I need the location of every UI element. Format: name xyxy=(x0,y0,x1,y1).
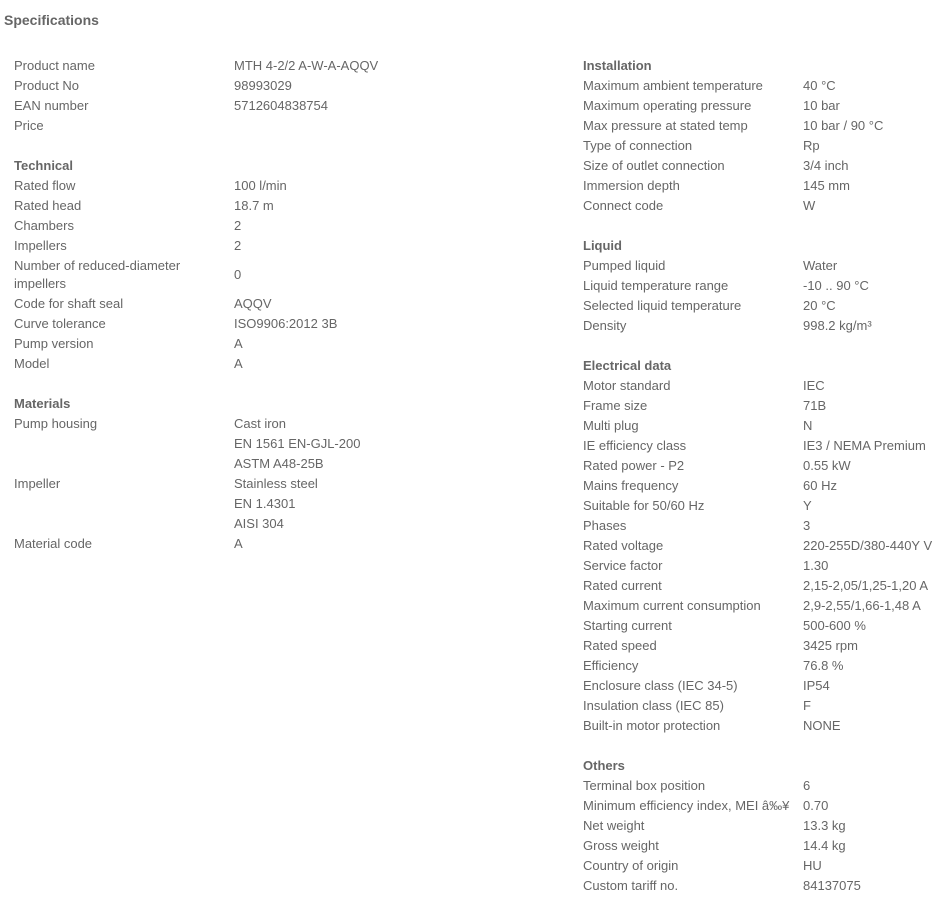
spec-row xyxy=(583,256,939,276)
spec-label: Liquid temperature range xyxy=(583,278,729,293)
spec-row-rated-head xyxy=(14,196,434,216)
spec-label: Material code xyxy=(14,536,93,551)
spec-value: 0.55 kW xyxy=(803,458,851,473)
spec-row-product-no xyxy=(14,76,434,96)
spec-row xyxy=(583,196,939,216)
spec-value: NONE xyxy=(803,718,841,733)
spec-value: MTH 4-2/2 A-W-A-AQQV xyxy=(234,58,379,73)
page-title: Specifications xyxy=(4,12,99,28)
spec-label: Rated flow xyxy=(14,178,76,193)
spec-value: 71B xyxy=(803,398,827,413)
spec-value-list xyxy=(234,474,318,534)
spec-label: Density xyxy=(583,318,627,333)
spec-value: 5712604838754 xyxy=(234,98,328,113)
spec-value: -10 .. 90 °C xyxy=(803,278,869,293)
spec-row xyxy=(583,796,939,816)
spec-value: Stainless steel xyxy=(234,476,318,491)
spec-label: Chambers xyxy=(14,218,74,233)
materials-section xyxy=(14,394,434,554)
spec-row xyxy=(583,496,939,516)
spec-label: Motor standard xyxy=(583,378,671,393)
spec-row xyxy=(583,176,939,196)
spec-value: A xyxy=(234,536,243,551)
spec-label: Connect code xyxy=(583,198,664,213)
spec-label: Starting current xyxy=(583,618,672,633)
spec-label: Custom tariff no. xyxy=(583,878,679,893)
spec-row xyxy=(583,96,939,116)
spec-value: 13.3 kg xyxy=(803,818,846,833)
spec-row xyxy=(583,816,939,836)
spec-label: Price xyxy=(14,118,44,133)
spec-label: Phases xyxy=(583,518,627,533)
spec-value: EN 1.4301 xyxy=(234,496,296,511)
spec-value: 0.70 xyxy=(803,798,829,813)
spec-row xyxy=(583,696,939,716)
spec-row-reduced-diameter-impellers xyxy=(14,256,434,294)
spec-row xyxy=(583,676,939,696)
spec-value: EN 1561 EN-GJL-200 xyxy=(234,436,361,451)
section-heading: Materials xyxy=(14,396,71,411)
spec-label: Pumped liquid xyxy=(583,258,666,273)
spec-value: 100 l/min xyxy=(234,178,287,193)
spec-label: Immersion depth xyxy=(583,178,680,193)
spec-value: 220-255D/380-440Y V xyxy=(803,538,933,553)
spec-row-pump-version xyxy=(14,334,434,354)
spec-label: Frame size xyxy=(583,398,648,413)
spec-label: Insulation class (IEC 85) xyxy=(583,698,724,713)
spec-row-impeller xyxy=(14,474,434,534)
spec-label: Suitable for 50/60 Hz xyxy=(583,498,705,513)
spec-label: Product No xyxy=(14,78,80,93)
spec-row-impellers xyxy=(14,236,434,256)
electrical-section xyxy=(583,356,939,736)
spec-value: 84137075 xyxy=(803,878,861,893)
spec-value: F xyxy=(803,698,811,713)
spec-value: 18.7 m xyxy=(234,198,274,213)
spec-value: 2,9-2,55/1,66-1,48 A xyxy=(803,598,921,613)
spec-value: 20 °C xyxy=(803,298,836,313)
spec-value: 40 °C xyxy=(803,78,836,93)
spec-value: 145 mm xyxy=(803,178,850,193)
spec-label: Minimum efficiency index, MEI â‰¥ xyxy=(583,798,790,813)
spec-row xyxy=(583,456,939,476)
spec-value: Y xyxy=(803,498,812,513)
spec-row-chambers xyxy=(14,216,434,236)
section-heading: Installation xyxy=(583,58,652,73)
spec-value: 10 bar xyxy=(803,98,840,113)
spec-row-shaft-seal xyxy=(14,294,434,314)
spec-label: Service factor xyxy=(583,558,663,573)
spec-row xyxy=(583,836,939,856)
spec-value: Water xyxy=(803,258,838,273)
spec-value: A xyxy=(234,336,243,351)
spec-value: IEC xyxy=(803,378,825,393)
spec-row xyxy=(583,76,939,96)
section-heading: Electrical data xyxy=(583,358,672,373)
spec-row xyxy=(583,716,939,736)
spec-value: 3425 rpm xyxy=(803,638,858,653)
spec-value: IP54 xyxy=(803,678,830,693)
spec-label: Max pressure at stated temp xyxy=(583,118,748,133)
spec-row xyxy=(583,396,939,416)
spec-row xyxy=(583,136,939,156)
spec-label: Size of outlet connection xyxy=(583,158,725,173)
section-heading: Liquid xyxy=(583,238,622,253)
spec-value: 10 bar / 90 °C xyxy=(803,118,884,133)
spec-value-list xyxy=(234,414,360,474)
spec-value: 76.8 % xyxy=(803,658,844,673)
spec-label: Mains frequency xyxy=(583,478,679,493)
spec-row-rated-flow xyxy=(14,176,434,196)
section-heading: Others xyxy=(583,758,625,773)
spec-value: 1.30 xyxy=(803,558,829,573)
spec-value: 60 Hz xyxy=(803,478,837,493)
spec-label: Country of origin xyxy=(583,858,679,873)
spec-label: Model xyxy=(14,356,50,371)
spec-row-ean-number xyxy=(14,96,434,116)
spec-row xyxy=(583,616,939,636)
spec-label: Number of reduced-diameter impellers xyxy=(14,258,181,291)
spec-label: Curve tolerance xyxy=(14,316,106,331)
spec-row xyxy=(583,416,939,436)
spec-label: Built-in motor protection xyxy=(583,718,721,733)
spec-value: Cast iron xyxy=(234,416,287,431)
spec-row xyxy=(583,116,939,136)
spec-row xyxy=(583,376,939,396)
spec-value: IE3 / NEMA Premium xyxy=(803,438,926,453)
spec-row-model xyxy=(14,354,434,374)
spec-value: AISI 304 xyxy=(234,516,284,531)
spec-row-material-code xyxy=(14,534,434,554)
spec-label: Product name xyxy=(14,58,95,73)
spec-row xyxy=(583,276,939,296)
spec-label: Multi plug xyxy=(583,418,639,433)
spec-row-curve-tolerance xyxy=(14,314,434,334)
spec-row-price xyxy=(14,116,434,136)
spec-value: 2,15-2,05/1,25-1,20 A xyxy=(803,578,929,593)
spec-row xyxy=(583,596,939,616)
liquid-section xyxy=(583,236,939,336)
spec-row xyxy=(583,556,939,576)
spec-row-pump-housing xyxy=(14,414,434,474)
spec-label: Selected liquid temperature xyxy=(583,298,742,313)
spec-label: Efficiency xyxy=(583,658,639,673)
spec-label: Terminal box position xyxy=(583,778,706,793)
spec-label: Pump version xyxy=(14,336,94,351)
spec-row xyxy=(583,776,939,796)
general-section xyxy=(14,56,434,136)
specs-left-column xyxy=(14,56,434,574)
spec-row xyxy=(583,856,939,876)
spec-value: A xyxy=(234,356,243,371)
technical-section xyxy=(14,156,434,374)
spec-value: 3/4 inch xyxy=(803,158,849,173)
spec-label: Rated speed xyxy=(583,638,657,653)
spec-row xyxy=(583,516,939,536)
spec-row xyxy=(583,316,939,336)
spec-row xyxy=(583,656,939,676)
spec-label: Maximum current consumption xyxy=(583,598,761,613)
spec-row xyxy=(583,876,939,896)
spec-row xyxy=(583,476,939,496)
others-section xyxy=(583,756,939,896)
spec-value: 98993029 xyxy=(234,78,292,93)
spec-label: Rated current xyxy=(583,578,662,593)
spec-label: Maximum operating pressure xyxy=(583,98,752,113)
spec-row xyxy=(583,536,939,556)
spec-value: ASTM A48-25B xyxy=(234,456,324,471)
spec-label: Net weight xyxy=(583,818,645,833)
spec-row xyxy=(583,156,939,176)
spec-value: 998.2 kg/m³ xyxy=(803,318,872,333)
spec-row xyxy=(583,576,939,596)
spec-label: IE efficiency class xyxy=(583,438,687,453)
spec-value: 3 xyxy=(803,518,811,533)
spec-row xyxy=(583,296,939,316)
specs-right-column xyxy=(583,56,939,916)
spec-value: ISO9906:2012 3B xyxy=(234,316,338,331)
spec-label: Gross weight xyxy=(583,838,659,853)
spec-row xyxy=(583,636,939,656)
spec-label: Enclosure class (IEC 34-5) xyxy=(583,678,738,693)
spec-value: N xyxy=(803,418,813,433)
spec-row-product-name xyxy=(14,56,434,76)
spec-label: Rated voltage xyxy=(583,538,664,553)
spec-label: Maximum ambient temperature xyxy=(583,78,763,93)
spec-label: Pump housing xyxy=(14,416,98,431)
spec-label: Code for shaft seal xyxy=(14,296,124,311)
spec-label: EAN number xyxy=(14,98,89,113)
spec-value: 2 xyxy=(234,218,242,233)
spec-value: 0 xyxy=(234,267,242,282)
spec-label: Rated head xyxy=(14,198,82,213)
spec-value: HU xyxy=(803,858,822,873)
spec-label: Rated power - P2 xyxy=(583,458,685,473)
spec-value: 2 xyxy=(234,238,242,253)
spec-value: 500-600 % xyxy=(803,618,866,633)
spec-value: Rp xyxy=(803,138,820,153)
section-heading: Technical xyxy=(14,158,74,173)
spec-value: 6 xyxy=(803,778,811,793)
spec-label: Impeller xyxy=(14,476,61,491)
spec-value: 14.4 kg xyxy=(803,838,846,853)
installation-section xyxy=(583,56,939,216)
spec-row xyxy=(583,436,939,456)
spec-value: W xyxy=(803,198,816,213)
spec-label: Impellers xyxy=(14,238,67,253)
spec-label: Type of connection xyxy=(583,138,693,153)
spec-value: AQQV xyxy=(234,296,272,311)
